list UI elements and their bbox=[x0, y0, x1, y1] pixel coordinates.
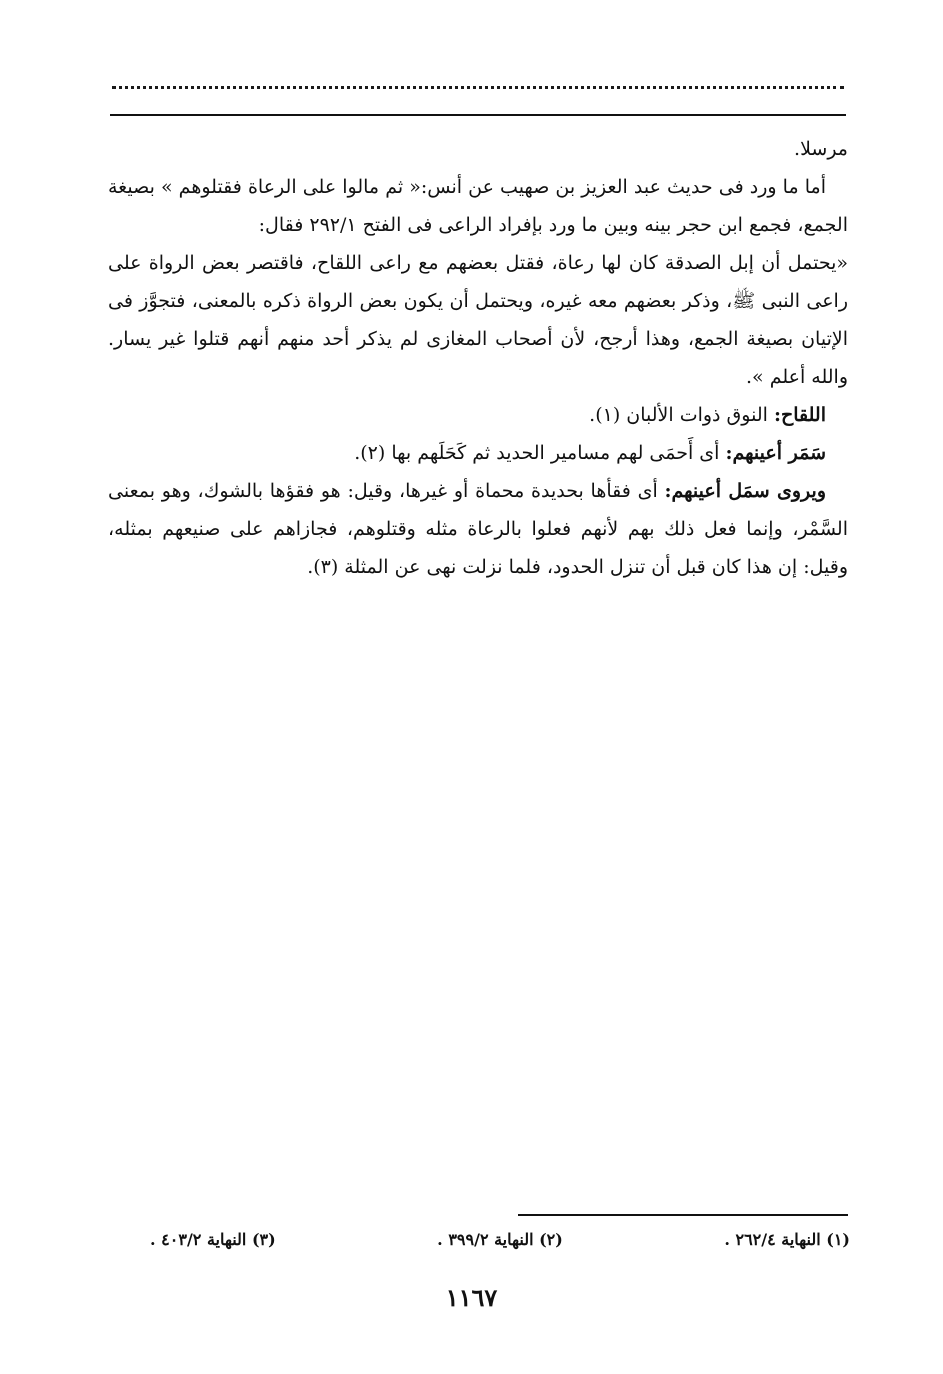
page-number: ١١٦٧ bbox=[445, 1283, 498, 1312]
top-rule bbox=[110, 114, 846, 116]
term-liqah: اللقاح: bbox=[773, 404, 826, 426]
dotted-separator bbox=[112, 86, 844, 97]
paragraph-hadith-anas: أما ما ورد فى حديث عبد العزيز بن صهيب عن أنس:« ثم مالوا على الرعاة فقتلوهم » بصيغة الجمع، فجمع ابن حجر بينه وبين ما ورد بإفراد الراعى فى الفتح ٢٩٢/١ فقال: bbox=[108, 176, 848, 236]
definition-samar: أى أَحمَى لهم مسامير الحديد ثم كَحَلَهم بها (٢). bbox=[354, 442, 726, 464]
term-samal: ويروى سمَل أعينهم: bbox=[664, 480, 826, 502]
main-text bbox=[108, 130, 848, 586]
term-samar: سَمَر أعينهم: bbox=[725, 442, 826, 464]
paragraph-liqah bbox=[108, 396, 848, 434]
paragraph-mursala: مرسلا. bbox=[794, 138, 848, 160]
footnotes bbox=[150, 1230, 850, 1249]
definition-samal: أى فقأها بحديدة محماة أو غيرها، وقيل: هو فقؤها بالشوك، وهو بمعنى السَّمْر، وإنما فعل ذلك بهم لأنهم فعلوا بالرعاة مثله وقتلوهم، فجازاهم على صنيعهم بمثله، وقيل: إن هذا كان قبل أن تنزل الحدود، فلما نزلت نهى عن المثلة (٣). bbox=[108, 480, 848, 578]
footnote-3: (٣) النهاية ٤٠٣/٢ . bbox=[150, 1230, 276, 1249]
paragraph-samal bbox=[108, 472, 848, 586]
paragraph-samar bbox=[108, 434, 848, 472]
paragraph-ibn-hajar-quote: «يحتمل أن إبل الصدقة كان لها رعاة، فقتل بعضهم مع راعى اللقاح، فاقتصر بعض الرواة على راعى النبى ﷺ، وذكر بعضهم معه غيره، ويحتمل أن يكون بعض الرواة ذكره بالمعنى، فتجوَّز فى الإتيان بصيغة الجمع، وهذا أرجح، لأن أصحاب المغازى لم يذكر أحد منهم أنهم قتلوا غير يسار. والله أعلم ». bbox=[108, 252, 848, 388]
footnote-2: (٢) النهاية ٣٩٩/٢ . bbox=[437, 1230, 563, 1249]
footnote-1: (١) النهاية ٢٦٢/٤ . bbox=[724, 1230, 850, 1249]
footnote-rule bbox=[518, 1214, 848, 1216]
definition-liqah: النوق ذوات الألبان (١). bbox=[589, 404, 774, 426]
